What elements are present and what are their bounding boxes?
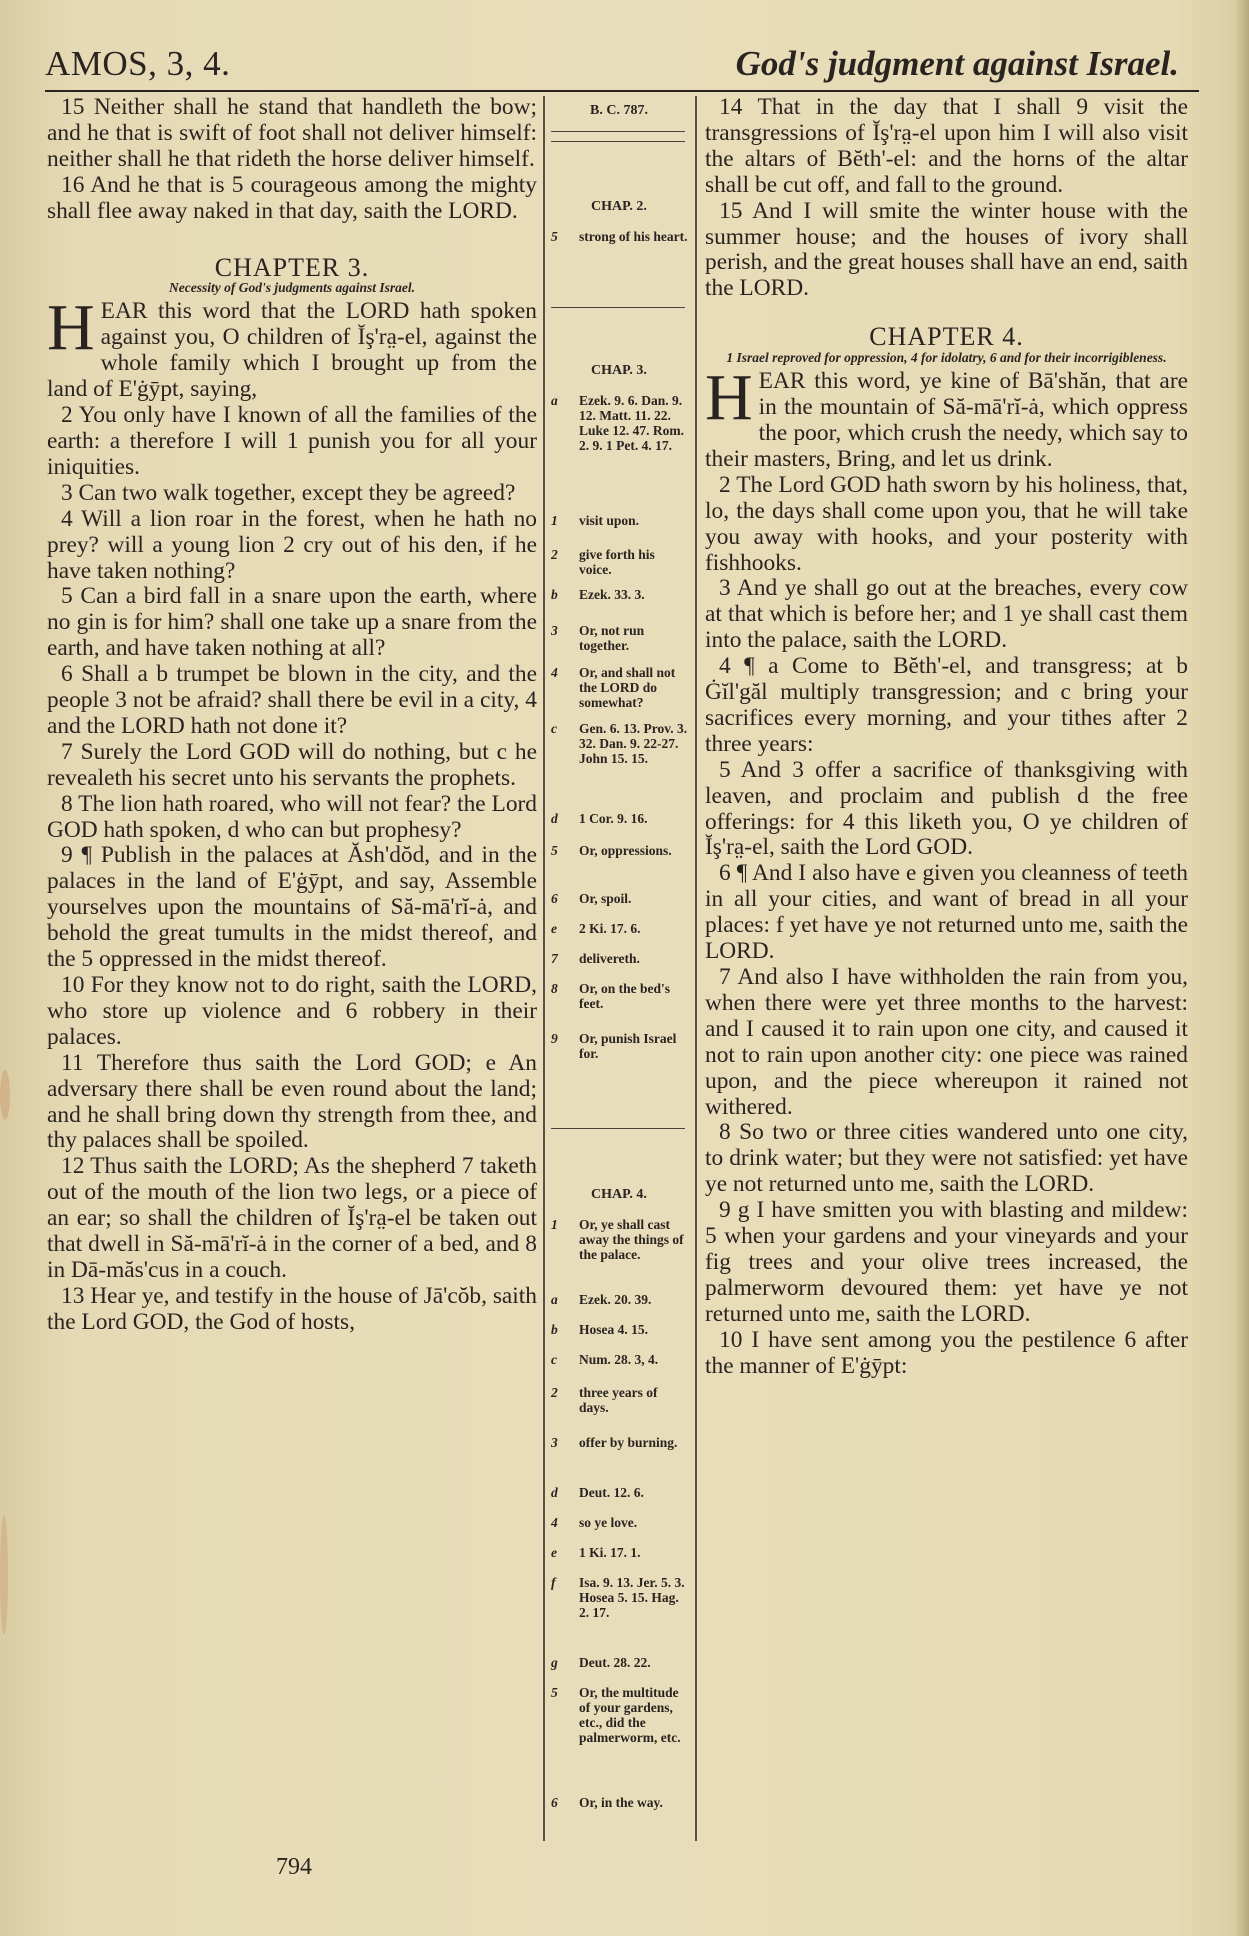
- verse-3-11: 11 Therefore thus saith the Lord GOD; e An adversary there shall be even round about the land; and he shall bring down thy strength from thee, and thy palaces shall be spoiled.: [47, 1049, 537, 1154]
- margin-note: [549, 1352, 689, 1367]
- verse-3-9: 9 ¶ Publish in the palaces at Ăsh'dŏd, and in the palaces in the land of E'ġȳpt, and say, Assemble yourselves upon the mountains of Să-mā'rĭ-ȧ, and behold the great tumults in the midst thereof, and the 5 oppressed in the midst thereof.: [47, 842, 537, 973]
- margin-note: [549, 1485, 689, 1500]
- verse-3-15: 15 And I will smite the winter house with the summer house; and the houses of ivory shall perish, and the great houses shall have an end, saith the LORD.: [705, 197, 1188, 302]
- verse-3-12: 12 Thus saith the LORD; As the shepherd 7 taketh out of the mouth of the lion two legs, or a piece of an ear; so shall the children of Ĭş'ra̤-el be taken out that dwell in Să-mā'rĭ-ȧ in the corner of a bed, and 8 in Dā-măs'cus in a couch.: [47, 1153, 537, 1283]
- paper-stain: [0, 1070, 10, 1120]
- margin-note-text: Hosea 4. 15.: [579, 1322, 648, 1337]
- verse-4-2: 2 The Lord GOD hath sworn by his holiness, that, lo, the days shall come upon you, that he will take you away with hooks, and your posterity with fishhooks.: [705, 471, 1188, 576]
- margin-note: [549, 1435, 689, 1450]
- verse-4-7: 7 And also I have withholden the rain from you, when there were yet three months to the harvest: and I caused it to rain upon one city, and caused it not to rain upon another city: one piece was rained upon, and the piece whereupon it rained not withered.: [705, 964, 1188, 1120]
- margin-note-key: 1: [551, 1217, 558, 1232]
- margin-note: [549, 229, 689, 244]
- margin-note-key: 2: [551, 1385, 558, 1400]
- margin-note-key: g: [551, 1655, 558, 1670]
- margin-note: [549, 891, 689, 906]
- margin-note-text: delivereth.: [579, 951, 640, 966]
- margin-note-text: Or, the multitude of your gardens, etc., did the palmerworm, etc.: [579, 1685, 681, 1745]
- margin-note: [549, 1515, 689, 1530]
- paper-stain: [0, 1515, 8, 1635]
- margin-note: [549, 1385, 689, 1415]
- verse-2-16: 16 And he that is 5 courageous among the mighty shall flee away naked in that day, saith the LORD.: [47, 171, 537, 224]
- margin-chap-4: CHAP. 4.: [591, 1187, 647, 1202]
- margin-note-key: 6: [551, 891, 558, 906]
- margin-rule: [551, 307, 685, 308]
- margin-chap-2: CHAP. 2.: [591, 199, 647, 214]
- verse-4-4: 4 ¶ a Come to Bĕth'-el, and transgress; at b Ġĭl'găl multiply transgression; and c bring your sacrifices every morning, and your tithes after 2 three years:: [705, 653, 1188, 757]
- margin-note: [549, 1685, 689, 1745]
- margin-note-key: d: [551, 811, 558, 826]
- margin-note-key: e: [551, 921, 557, 936]
- margin-note-key: 3: [551, 623, 558, 638]
- verse-4-1: HEAR this word, ye kine of Bā'shăn, that are in the mountain of Să-mā'rĭ-ȧ, which oppress the poor, which crush the needy, which say to their masters, Bring, and let us drink.: [705, 361, 1188, 472]
- margin-note-text: offer by burning.: [579, 1435, 678, 1450]
- margin-note: [549, 1795, 689, 1810]
- verse-3-4: 4 Will a lion roar in the forest, when he hath no prey? will a young lion 2 cry out of his den, if he have taken nothing?: [47, 505, 537, 584]
- margin-note-text: Gen. 6. 13. Prov. 3. 32. Dan. 9. 22-27. John 15. 15.: [579, 721, 688, 766]
- margin-note-key: 4: [551, 665, 558, 680]
- margin-note: [549, 665, 689, 710]
- margin-note-text: Num. 28. 3, 4.: [579, 1352, 659, 1367]
- margin-note-key: 5: [551, 1685, 558, 1700]
- verse-2-15: 15 Neither shall he stand that handleth the bow; and he that is swift of foot shall not deliver himself: neither shall he that rideth the horse deliver himself.: [47, 94, 537, 172]
- margin-note-key: c: [551, 721, 557, 736]
- margin-chap-3: CHAP. 3.: [591, 363, 647, 378]
- margin-note: [549, 1031, 689, 1061]
- margin-note-key: 7: [551, 951, 558, 966]
- margin-note: [549, 513, 689, 528]
- chapter-3-heading: CHAPTER 3.: [214, 252, 370, 282]
- margin-note-text: Ezek. 9. 6. Dan. 9. 12. Matt. 11. 22. Luke 12. 47. Rom. 2. 9. 1 Pet. 4. 17.: [579, 393, 685, 453]
- margin-note-key: d: [551, 1485, 558, 1500]
- verse-3-5: 5 Can a bird fall in a snare upon the earth, where no gin is for him? shall one take up a snare from the earth, and have taken nothing at all?: [47, 583, 537, 662]
- margin-note-text: 1 Cor. 9. 16.: [579, 811, 648, 826]
- verse-3-10: 10 For they know not to do right, saith the LORD, who store up violence and 6 robbery in their palaces.: [47, 972, 537, 1050]
- margin-note-key: 3: [551, 1435, 558, 1450]
- chapter-4-heading: CHAPTER 4.: [869, 322, 1024, 352]
- margin-note-text: visit upon.: [579, 513, 640, 528]
- margin-note-text: Isa. 9. 13. Jer. 5. 3. Hosea 5. 15. Hag. 2. 17.: [579, 1575, 685, 1620]
- margin-note: [549, 587, 689, 602]
- chapter-3-summary: Necessity of God's judgments against Israel.: [168, 280, 415, 296]
- column-rule-left: [543, 96, 545, 1841]
- verse-3-2: 2 You only have I known of all the families of the earth: a therefore I will 1 punish you for all your iniquities.: [47, 402, 537, 480]
- margin-note: [549, 981, 689, 1011]
- verse-3-1: HEAR this word that the LORD hath spoken against you, O children of Ĭş'ra̤-el, against the whole family which I brought up from the land of E'ġȳpt, saying,: [47, 291, 537, 403]
- margin-note: [549, 1217, 689, 1262]
- margin-note-text: Or, on the bed's feet.: [579, 981, 671, 1011]
- margin-note-key: 4: [551, 1515, 558, 1530]
- margin-note-text: strong of his heart.: [579, 229, 688, 244]
- margin-note: [549, 1292, 689, 1307]
- left-column: [47, 95, 537, 1336]
- margin-references: [549, 95, 689, 1855]
- page-edge-shadow: [1235, 0, 1249, 1936]
- verse-3-6: 6 Shall a b trumpet be blown in the city, and the people 3 not be afraid? shall there be evil in a city, 4 and the LORD hath not done it?: [47, 661, 537, 739]
- margin-note-key: 9: [551, 1031, 558, 1046]
- chapter-4-summary: 1 Israel reproved for oppression, 4 for idolatry, 6 and for their incorrigibleness.: [726, 350, 1167, 366]
- margin-note-key: 1: [551, 513, 558, 528]
- margin-note-text: Or, spoil.: [579, 891, 632, 906]
- margin-note: [549, 721, 689, 766]
- margin-note-key: 5: [551, 843, 558, 858]
- margin-note-key: e: [551, 1545, 557, 1560]
- margin-note: [549, 921, 689, 936]
- margin-rule: [551, 141, 685, 142]
- margin-note-text: give forth his voice.: [579, 547, 655, 577]
- margin-note-key: 2: [551, 547, 558, 562]
- margin-note: [549, 547, 689, 577]
- verse-4-3: 3 And ye shall go out at the breaches, every cow at that which is before her; and 1 ye shall cast them into the palace, saith the LORD.: [705, 575, 1188, 654]
- margin-note-text: so ye love.: [579, 1515, 638, 1530]
- margin-note-text: Deut. 12. 6.: [579, 1485, 644, 1500]
- margin-note-key: b: [551, 1322, 558, 1337]
- margin-note-text: Or, punish Israel for.: [579, 1031, 677, 1061]
- margin-note-key: f: [551, 1575, 556, 1590]
- margin-note: [549, 811, 689, 826]
- verse-4-9: 9 g I have smitten you with blasting and mildew: 5 when your gardens and your vineyards and your fig trees and your olive trees increased, the palmerworm devoured them: yet have ye not returned unto me, saith the LORD.: [705, 1197, 1188, 1327]
- margin-rule: [551, 131, 685, 132]
- margin-note: [549, 623, 689, 653]
- margin-note: [549, 951, 689, 966]
- margin-note-text: Or, ye shall cast away the things of the palace.: [579, 1217, 684, 1262]
- margin-note-key: 8: [551, 981, 558, 996]
- margin-note: [549, 393, 689, 453]
- margin-note-key: b: [551, 587, 558, 602]
- margin-note-text: 1 Ki. 17. 1.: [579, 1545, 641, 1560]
- margin-note-text: Or, not run together.: [579, 623, 645, 653]
- margin-note: [549, 1575, 689, 1620]
- verse-3-13: 13 Hear ye, and testify in the house of Jā'cŏb, saith the Lord GOD, the God of hosts,: [47, 1282, 537, 1335]
- margin-note-key: a: [551, 1292, 558, 1307]
- margin-note-text: Ezek. 33. 3.: [579, 587, 645, 602]
- page-number: 794: [276, 1854, 312, 1880]
- margin-note: [549, 1322, 689, 1337]
- right-column: [705, 95, 1188, 1380]
- running-head-topic: God's judgment against Israel.: [735, 44, 1179, 83]
- verse-3-3: 3 Can two walk together, except they be agreed?: [61, 479, 516, 506]
- margin-note-key: c: [551, 1352, 557, 1367]
- column-rule-right: [695, 96, 697, 1841]
- margin-note-text: three years of days.: [579, 1385, 658, 1415]
- drop-cap: H: [47, 291, 95, 365]
- margin-note-text: Ezek. 20. 39.: [579, 1292, 652, 1307]
- margin-note: [549, 1545, 689, 1560]
- margin-note: [549, 1655, 689, 1670]
- margin-rule: [551, 1128, 685, 1129]
- verse-4-5: 5 And 3 offer a sacrifice of thanksgiving with leaven, and proclaim and publish d the free offerings: for 4 this liketh you, O ye children of Ĭş'ra̤-el, saith the Lord GOD.: [705, 756, 1188, 861]
- verse-4-8: 8 So two or three cities wandered unto one city, to drink water; but they were not satisfied: yet have ye not returned unto me, saith the LORD.: [705, 1119, 1188, 1198]
- verse-4-6: 6 ¶ And I also have e given you cleanness of teeth in all your cities, and want of bread in all your places: f yet have ye not returned unto me, saith the LORD.: [705, 860, 1188, 965]
- margin-note-text: 2 Ki. 17. 6.: [579, 921, 641, 936]
- verse-3-7: 7 Surely the Lord GOD will do nothing, but c he revealeth his secret unto his servants the prophets.: [47, 738, 537, 791]
- margin-note-text: Or, and shall not the LORD do somewhat?: [579, 665, 676, 710]
- drop-cap: H: [705, 361, 753, 435]
- margin-note-key: 5: [551, 229, 558, 244]
- margin-note-text: Or, oppressions.: [579, 843, 672, 858]
- margin-note-text: Or, in the way.: [579, 1795, 663, 1810]
- header-rule: [45, 90, 1199, 92]
- verse-4-10: 10 I have sent among you the pestilence 6 after the manner of E'ġȳpt:: [705, 1326, 1188, 1379]
- margin-note-key: 6: [551, 1795, 558, 1810]
- margin-note: [549, 843, 689, 858]
- margin-date: B. C. 787.: [590, 103, 648, 118]
- verse-3-14: 14 That in the day that I shall 9 visit the transgressions of Ĭş'ra̤-el upon him I will also visit the altars of Bĕth'-el: and the horns of the altar shall be cut off, and fall to the ground.: [705, 94, 1188, 198]
- margin-note-text: Deut. 28. 22.: [579, 1655, 651, 1670]
- verse-3-8: 8 The lion hath roared, who will not fear? the Lord GOD hath spoken, d who can but prophesy?: [47, 790, 537, 843]
- margin-note-key: a: [551, 393, 558, 408]
- running-head-book: AMOS, 3, 4.: [45, 44, 231, 83]
